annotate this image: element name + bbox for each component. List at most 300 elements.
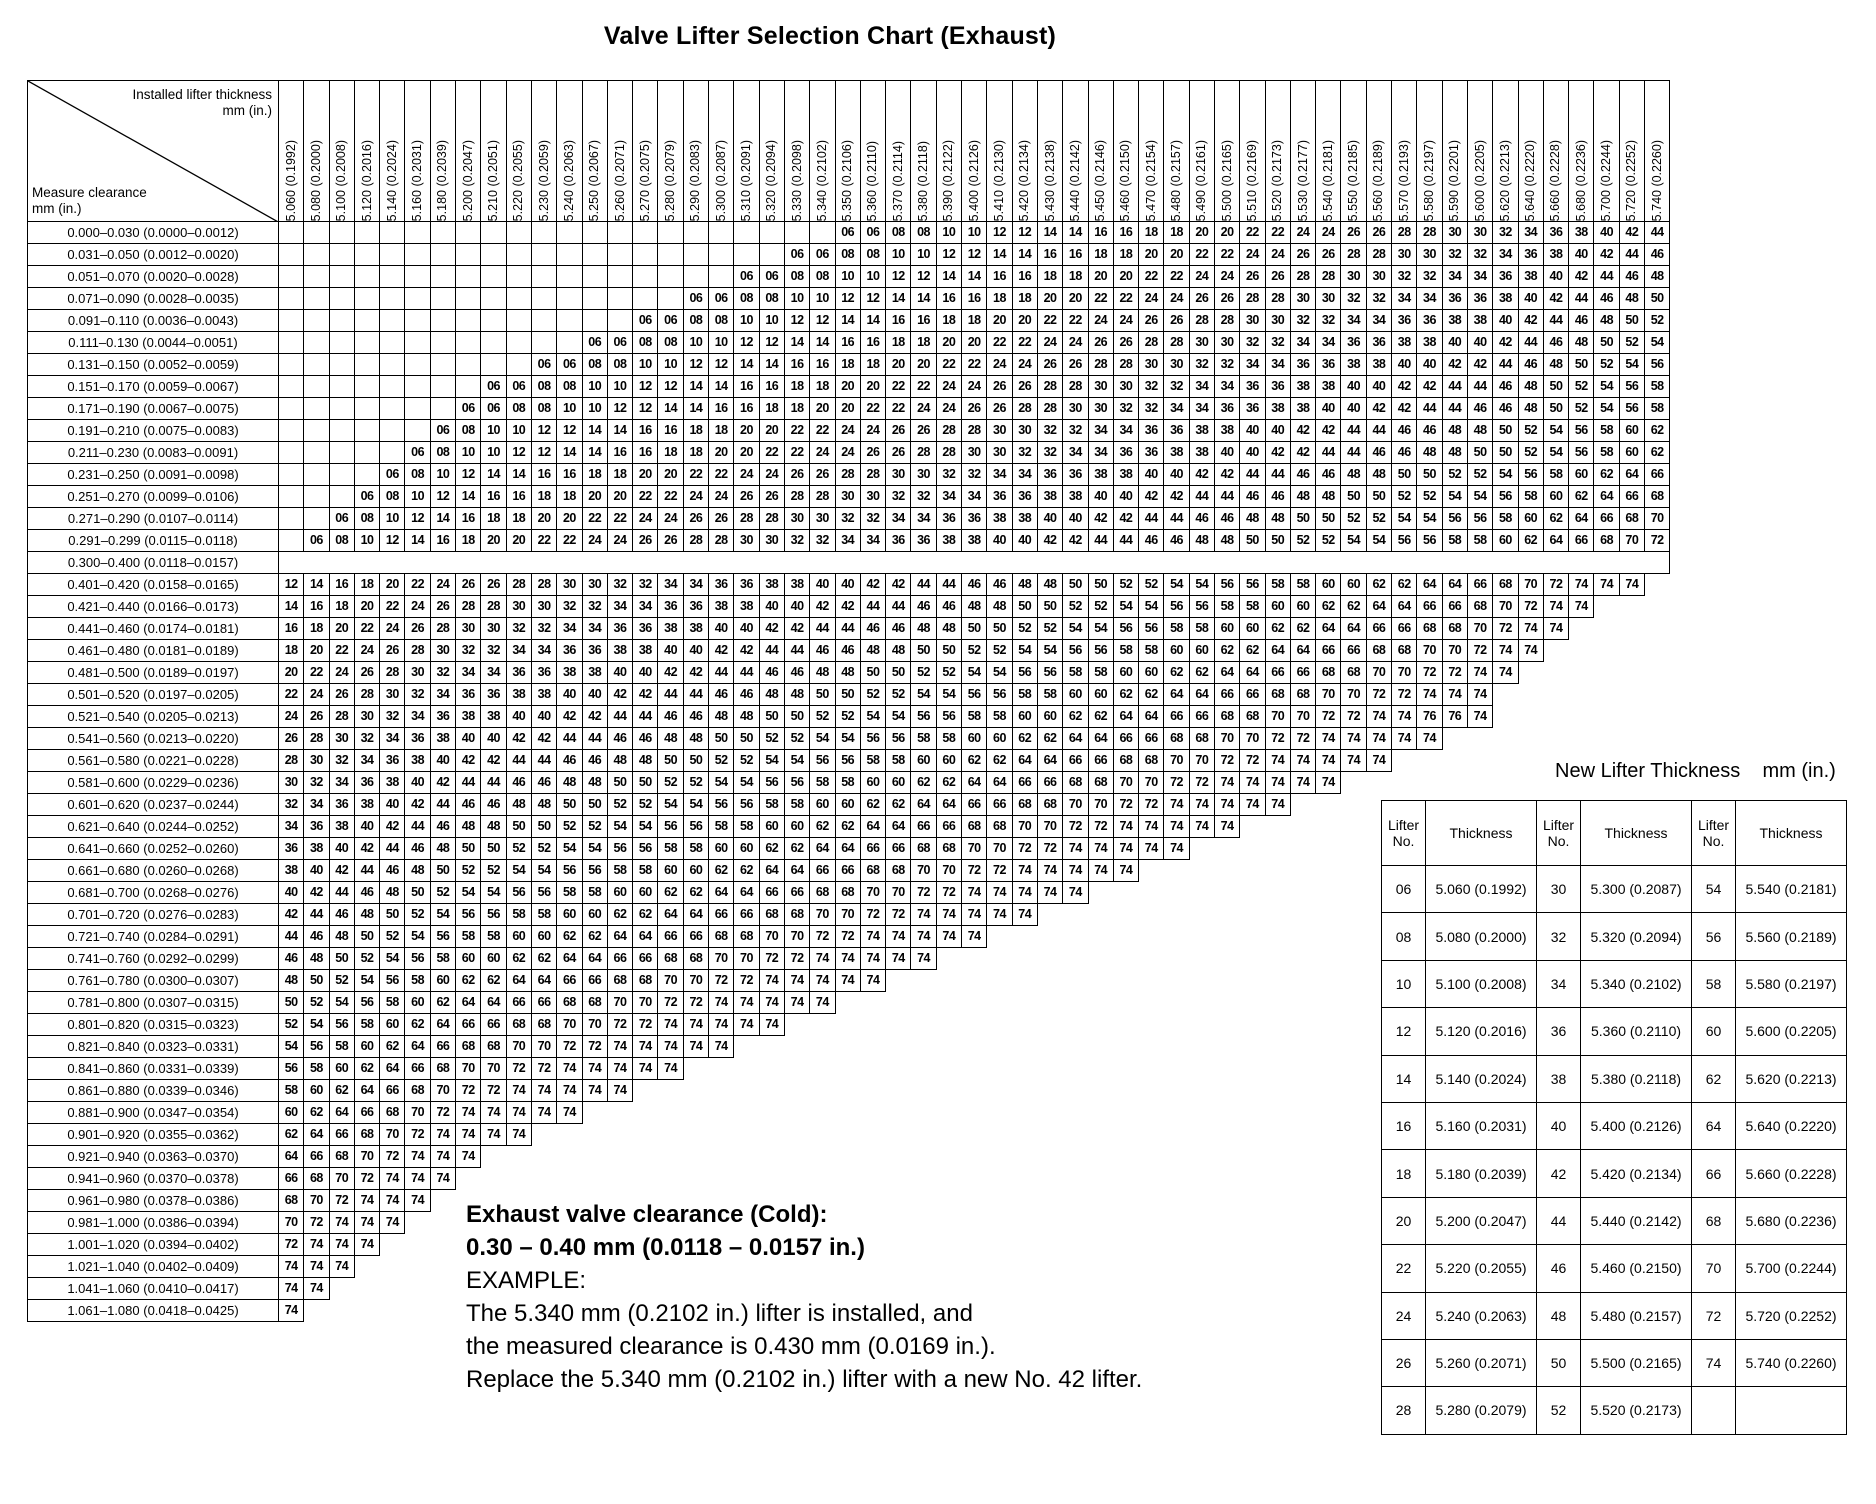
lifter-cell: 56 <box>456 904 481 926</box>
lifter-cell: 32 <box>835 508 860 530</box>
empty-cell <box>1063 970 1088 992</box>
lifter-cell: 34 <box>658 574 683 596</box>
empty-cell <box>633 1102 658 1124</box>
lifter-cell: 28 <box>911 442 936 464</box>
lifter-cell: 38 <box>1543 244 1568 266</box>
lifter-cell: 22 <box>582 508 607 530</box>
lifter-cell: 64 <box>1189 684 1214 706</box>
lifter-thickness: 5.400 (0.2126) <box>1581 1102 1692 1149</box>
lifter-cell: 46 <box>1189 508 1214 530</box>
lifter-cell: 24 <box>709 486 734 508</box>
lifter-cell: 62 <box>506 948 531 970</box>
lifter-cell: 38 <box>481 706 506 728</box>
lifter-cell: 08 <box>633 332 658 354</box>
empty-cell <box>658 1124 683 1146</box>
lifter-number: 16 <box>1382 1102 1426 1149</box>
lifter-cell: 28 <box>304 728 329 750</box>
lifter-cell: 68 <box>1265 684 1290 706</box>
lifter-thickness: 5.740 (0.2260) <box>1736 1339 1847 1386</box>
lifter-cell: 62 <box>1240 640 1265 662</box>
lifter-cell: 08 <box>658 332 683 354</box>
lifter-cell: 60 <box>582 904 607 926</box>
empty-cell <box>1543 728 1568 750</box>
empty-cell <box>1088 882 1113 904</box>
empty-cell <box>810 1014 835 1036</box>
lifter-cell: 40 <box>1543 266 1568 288</box>
lifter-cell: 14 <box>405 530 430 552</box>
lifter-cell: 32 <box>1392 266 1417 288</box>
lifter-cell: 36 <box>962 508 987 530</box>
lifter-cell: 26 <box>481 574 506 596</box>
lifter-cell: 74 <box>911 948 936 970</box>
lifter-cell: 48 <box>456 816 481 838</box>
lifter-cell: 62 <box>987 750 1012 772</box>
lifter-cell: 22 <box>886 376 911 398</box>
lifter-cell: 50 <box>1063 574 1088 596</box>
empty-cell <box>1214 1168 1239 1190</box>
lifter-cell: 42 <box>380 816 405 838</box>
lifter-cell: 24 <box>936 398 961 420</box>
empty-cell <box>1214 1190 1239 1212</box>
lifter-cell: 24 <box>1240 244 1265 266</box>
empty-cell <box>1290 816 1315 838</box>
lifter-thickness: 5.240 (0.2063) <box>1426 1292 1537 1339</box>
lifter-cell: 74 <box>1088 860 1113 882</box>
empty-cell <box>1164 1234 1189 1256</box>
lifter-cell: 24 <box>810 442 835 464</box>
lifter-cell: 28 <box>1037 376 1062 398</box>
lifter-cell: 72 <box>886 904 911 926</box>
lifter-cell: 18 <box>784 376 809 398</box>
blank-cell <box>658 244 683 266</box>
empty-cell <box>1290 1014 1315 1036</box>
lifter-cell: 74 <box>405 1168 430 1190</box>
lifter-cell: 74 <box>1214 816 1239 838</box>
lifter-cell: 40 <box>1442 332 1467 354</box>
lifter-cell: 30 <box>987 420 1012 442</box>
lifter-cell: 52 <box>784 728 809 750</box>
lifter-cell: 30 <box>1088 376 1113 398</box>
lifter-cell: 72 <box>1037 838 1062 860</box>
blank-cell <box>759 244 784 266</box>
empty-cell <box>1012 948 1037 970</box>
empty-cell <box>405 1256 430 1278</box>
lifter-cell: 68 <box>1290 684 1315 706</box>
lifter-cell: 68 <box>1063 772 1088 794</box>
empty-cell <box>1316 816 1341 838</box>
blank-cell <box>506 552 531 574</box>
lifter-number: 74 <box>1692 1339 1736 1386</box>
empty-cell <box>1417 750 1442 772</box>
column-header <box>607 81 632 222</box>
lifter-cell: 74 <box>1012 882 1037 904</box>
lifter-cell: 44 <box>1442 398 1467 420</box>
lifter-cell: 64 <box>810 838 835 860</box>
empty-cell <box>1063 1168 1088 1190</box>
lifter-cell: 48 <box>430 838 455 860</box>
lifter-cell: 74 <box>709 992 734 1014</box>
lifter-cell: 74 <box>279 1278 304 1300</box>
lifter-cell: 74 <box>405 1190 430 1212</box>
lifter-cell: 54 <box>860 706 885 728</box>
blank-cell <box>633 552 658 574</box>
lifter-cell: 72 <box>1240 750 1265 772</box>
empty-cell <box>962 1058 987 1080</box>
blank-cell <box>1164 552 1189 574</box>
lifter-cell: 20 <box>1189 222 1214 244</box>
lifter-cell: 12 <box>633 376 658 398</box>
legend-table <box>1381 800 1847 1435</box>
lifter-cell: 48 <box>1366 464 1391 486</box>
lifter-cell: 46 <box>1569 310 1594 332</box>
lifter-cell: 44 <box>1518 332 1543 354</box>
lifter-cell: 34 <box>1240 354 1265 376</box>
empty-cell <box>1012 1168 1037 1190</box>
empty-cell <box>1088 992 1113 1014</box>
lifter-cell: 68 <box>1189 728 1214 750</box>
lifter-cell: 32 <box>784 530 809 552</box>
empty-cell <box>1113 1058 1138 1080</box>
lifter-cell: 30 <box>1113 376 1138 398</box>
lifter-thickness: 5.160 (0.2031) <box>1426 1102 1537 1149</box>
lifter-cell: 48 <box>1189 530 1214 552</box>
lifter-cell: 32 <box>557 596 582 618</box>
column-header <box>810 81 835 222</box>
empty-cell <box>1240 860 1265 882</box>
column-header <box>683 81 708 222</box>
lifter-cell: 54 <box>557 838 582 860</box>
empty-cell <box>557 1168 582 1190</box>
lifter-cell: 50 <box>683 750 708 772</box>
lifter-cell: 74 <box>1037 860 1062 882</box>
lifter-cell: 36 <box>405 728 430 750</box>
lifter-cell: 70 <box>1189 750 1214 772</box>
column-header <box>709 81 734 222</box>
lifter-cell: 42 <box>1037 530 1062 552</box>
lifter-cell: 74 <box>1240 794 1265 816</box>
lifter-cell: 40 <box>683 640 708 662</box>
lifter-cell: 62 <box>1164 662 1189 684</box>
lifter-cell: 46 <box>405 838 430 860</box>
blank-cell <box>506 354 531 376</box>
empty-cell <box>1164 948 1189 970</box>
lifter-cell: 42 <box>835 596 860 618</box>
empty-cell <box>1290 904 1315 926</box>
lifter-cell: 10 <box>405 486 430 508</box>
lifter-cell: 08 <box>557 376 582 398</box>
lifter-cell: 26 <box>1316 244 1341 266</box>
lifter-cell: 68 <box>1417 618 1442 640</box>
lifter-cell: 62 <box>481 970 506 992</box>
empty-cell <box>658 1080 683 1102</box>
lifter-cell: 44 <box>683 684 708 706</box>
lifter-cell: 74 <box>405 1146 430 1168</box>
lifter-number: 30 <box>1537 866 1581 913</box>
lifter-cell: 54 <box>1645 332 1670 354</box>
lifter-cell: 76 <box>1442 706 1467 728</box>
lifter-cell: 38 <box>279 860 304 882</box>
installed-unit-text: mm (in.) <box>222 103 272 118</box>
lifter-cell: 32 <box>1063 420 1088 442</box>
lifter-cell: 62 <box>405 1014 430 1036</box>
table-row <box>28 618 1670 640</box>
empty-cell <box>683 1058 708 1080</box>
column-header <box>531 81 556 222</box>
lifter-cell: 70 <box>1240 728 1265 750</box>
lifter-cell: 46 <box>329 904 354 926</box>
blank-cell <box>354 222 379 244</box>
lifter-cell: 70 <box>1341 684 1366 706</box>
empty-cell <box>1088 1168 1113 1190</box>
lifter-cell: 38 <box>506 684 531 706</box>
lifter-cell: 48 <box>1265 508 1290 530</box>
lifter-cell: 14 <box>759 354 784 376</box>
lifter-cell: 54 <box>304 1014 329 1036</box>
empty-cell <box>1645 684 1670 706</box>
lifter-cell: 18 <box>1164 222 1189 244</box>
lifter-cell: 38 <box>1569 222 1594 244</box>
empty-cell <box>1569 662 1594 684</box>
table-row <box>28 640 1670 662</box>
empty-cell <box>1012 970 1037 992</box>
lifter-cell: 14 <box>860 310 885 332</box>
lifter-cell: 60 <box>633 882 658 904</box>
lifter-cell: 52 <box>1619 332 1644 354</box>
lifter-cell: 60 <box>1063 684 1088 706</box>
column-header-label: 5.260 (0.2071) <box>612 139 627 221</box>
lifter-cell: 62 <box>1290 618 1315 640</box>
lifter-cell: 68 <box>1240 706 1265 728</box>
lifter-cell: 10 <box>557 398 582 420</box>
lifter-cell: 50 <box>531 816 556 838</box>
lifter-cell: 72 <box>1417 662 1442 684</box>
empty-cell <box>911 1146 936 1168</box>
empty-cell <box>1265 1036 1290 1058</box>
lifter-cell: 56 <box>1012 662 1037 684</box>
lifter-cell: 40 <box>1037 508 1062 530</box>
lifter-cell: 40 <box>810 574 835 596</box>
lifter-cell: 46 <box>658 706 683 728</box>
empty-cell <box>1214 1080 1239 1102</box>
blank-cell <box>531 552 556 574</box>
lifter-cell: 70 <box>1467 618 1492 640</box>
empty-cell <box>1316 926 1341 948</box>
row-label: 0.111–0.130 (0.0044–0.0051) <box>28 332 279 354</box>
lifter-thickness: 5.140 (0.2024) <box>1426 1055 1537 1102</box>
lifter-cell: 38 <box>1113 464 1138 486</box>
measure-clearance-label <box>32 185 147 217</box>
lifter-cell: 50 <box>354 926 379 948</box>
lifter-cell: 36 <box>1442 288 1467 310</box>
lifter-cell: 38 <box>1290 398 1315 420</box>
legend-title-text: New Lifter Thickness <box>1555 760 1741 782</box>
blank-cell <box>354 354 379 376</box>
lifter-cell: 44 <box>481 772 506 794</box>
empty-cell <box>1164 904 1189 926</box>
empty-cell <box>784 1080 809 1102</box>
lifter-cell: 68 <box>1214 706 1239 728</box>
row-label: 1.041–1.060 (0.0410–0.0417) <box>28 1278 279 1300</box>
lifter-cell: 74 <box>936 926 961 948</box>
empty-cell <box>709 1124 734 1146</box>
column-header <box>1316 81 1341 222</box>
lifter-number: 64 <box>1692 1102 1736 1149</box>
lifter-cell: 74 <box>860 926 885 948</box>
empty-cell <box>1164 1146 1189 1168</box>
lifter-cell: 50 <box>1341 486 1366 508</box>
lifter-cell: 50 <box>582 794 607 816</box>
lifter-cell: 18 <box>531 486 556 508</box>
lifter-cell: 42 <box>279 904 304 926</box>
lifter-cell: 40 <box>1012 530 1037 552</box>
lifter-cell: 38 <box>1392 332 1417 354</box>
lifter-cell: 50 <box>380 904 405 926</box>
blank-cell <box>456 552 481 574</box>
lifter-cell: 30 <box>962 442 987 464</box>
page-title: Valve Lifter Selection Chart (Exhaust) <box>603 22 1057 50</box>
lifter-cell: 54 <box>1366 530 1391 552</box>
lifter-cell: 58 <box>1518 486 1543 508</box>
lifter-cell: 24 <box>1290 222 1315 244</box>
lifter-cell: 64 <box>1139 706 1164 728</box>
lifter-cell: 62 <box>1088 706 1113 728</box>
lifter-cell: 60 <box>1012 706 1037 728</box>
lifter-cell: 60 <box>784 816 809 838</box>
legend-row <box>1382 1292 1847 1339</box>
lifter-cell: 26 <box>1214 288 1239 310</box>
lifter-cell: 30 <box>1214 332 1239 354</box>
lifter-number: 18 <box>1382 1150 1426 1197</box>
blank-cell <box>709 552 734 574</box>
lifter-cell: 24 <box>683 486 708 508</box>
lifter-cell: 44 <box>911 574 936 596</box>
lifter-cell: 32 <box>1240 332 1265 354</box>
lifter-cell: 52 <box>1569 376 1594 398</box>
lifter-cell: 56 <box>633 838 658 860</box>
lifter-cell: 74 <box>1366 706 1391 728</box>
lifter-cell: 06 <box>784 244 809 266</box>
empty-cell <box>1037 948 1062 970</box>
blank-cell <box>456 332 481 354</box>
lifter-cell: 66 <box>1037 772 1062 794</box>
lifter-cell: 38 <box>683 618 708 640</box>
blank-cell <box>734 552 759 574</box>
lifter-cell: 06 <box>430 420 455 442</box>
table-row <box>28 244 1670 266</box>
row-label: 0.271–0.290 (0.0107–0.0114) <box>28 508 279 530</box>
lifter-cell: 08 <box>810 266 835 288</box>
empty-cell <box>1493 728 1518 750</box>
lifter-cell: 58 <box>1214 596 1239 618</box>
lifter-cell: 60 <box>430 970 455 992</box>
lifter-cell: 58 <box>1467 530 1492 552</box>
lifter-cell: 28 <box>1113 354 1138 376</box>
blank-cell <box>1619 552 1644 574</box>
empty-cell <box>1493 750 1518 772</box>
empty-cell <box>658 1146 683 1168</box>
column-header-label: 5.200 (0.2047) <box>460 139 475 221</box>
lifter-cell: 46 <box>506 772 531 794</box>
lifter-cell: 40 <box>354 816 379 838</box>
blank-cell <box>481 310 506 332</box>
column-header-label: 5.220 (0.2055) <box>511 139 526 221</box>
empty-cell <box>860 1124 885 1146</box>
lifter-cell: 74 <box>279 1300 304 1322</box>
row-label: 0.541–0.560 (0.0213–0.0220) <box>28 728 279 750</box>
lifter-cell: 46 <box>1240 486 1265 508</box>
lifter-cell: 42 <box>658 662 683 684</box>
empty-cell <box>1341 1058 1366 1080</box>
lifter-cell: 24 <box>759 464 784 486</box>
empty-cell <box>1569 684 1594 706</box>
lifter-cell: 14 <box>810 332 835 354</box>
lifter-cell: 48 <box>1417 442 1442 464</box>
empty-cell <box>886 1168 911 1190</box>
empty-cell <box>1619 618 1644 640</box>
lifter-cell: 74 <box>430 1168 455 1190</box>
lifter-cell: 68 <box>886 860 911 882</box>
lifter-cell: 50 <box>1392 464 1417 486</box>
lifter-cell: 72 <box>1290 728 1315 750</box>
lifter-cell: 16 <box>531 464 556 486</box>
lifter-cell: 72 <box>658 992 683 1014</box>
empty-cell <box>962 970 987 992</box>
blank-cell <box>1214 552 1239 574</box>
lifter-cell: 34 <box>1518 222 1543 244</box>
lifter-cell: 40 <box>1467 332 1492 354</box>
lifter-thickness: 5.540 (0.2181) <box>1736 866 1847 913</box>
blank-cell <box>430 222 455 244</box>
lifter-cell: 70 <box>1139 772 1164 794</box>
empty-cell <box>1594 684 1619 706</box>
lifter-thickness: 5.480 (0.2157) <box>1581 1292 1692 1339</box>
column-header-label: 5.470 (0.2154) <box>1143 139 1158 221</box>
lifter-cell: 10 <box>683 332 708 354</box>
empty-cell <box>1164 882 1189 904</box>
lifter-cell: 52 <box>1645 310 1670 332</box>
lifter-cell: 54 <box>430 904 455 926</box>
lifter-cell: 08 <box>607 354 632 376</box>
lifter-cell: 54 <box>886 706 911 728</box>
lifter-cell: 66 <box>683 926 708 948</box>
lifter-cell: 60 <box>304 1080 329 1102</box>
column-header <box>1645 81 1670 222</box>
example-line-1: The 5.340 mm (0.2102 in.) lifter is installed, and <box>466 1300 973 1327</box>
lifter-cell: 64 <box>1214 662 1239 684</box>
lifter-cell: 50 <box>279 992 304 1014</box>
lifter-cell: 18 <box>279 640 304 662</box>
blank-cell <box>607 310 632 332</box>
lifter-cell: 16 <box>987 266 1012 288</box>
lifter-cell: 56 <box>607 838 632 860</box>
lifter-cell: 46 <box>759 662 784 684</box>
lifter-cell: 74 <box>1290 750 1315 772</box>
lifter-cell: 46 <box>1139 530 1164 552</box>
lifter-cell: 56 <box>1113 618 1138 640</box>
lifter-cell: 16 <box>835 332 860 354</box>
lifter-cell: 46 <box>1645 244 1670 266</box>
lifter-cell: 72 <box>1316 706 1341 728</box>
lifter-cell: 74 <box>658 1036 683 1058</box>
empty-cell <box>886 1124 911 1146</box>
empty-cell <box>911 1124 936 1146</box>
lifter-cell: 64 <box>506 970 531 992</box>
empty-cell <box>1265 882 1290 904</box>
lifter-cell: 46 <box>734 684 759 706</box>
lifter-cell: 54 <box>380 948 405 970</box>
lifter-cell: 62 <box>1214 640 1239 662</box>
lifter-cell: 28 <box>405 640 430 662</box>
